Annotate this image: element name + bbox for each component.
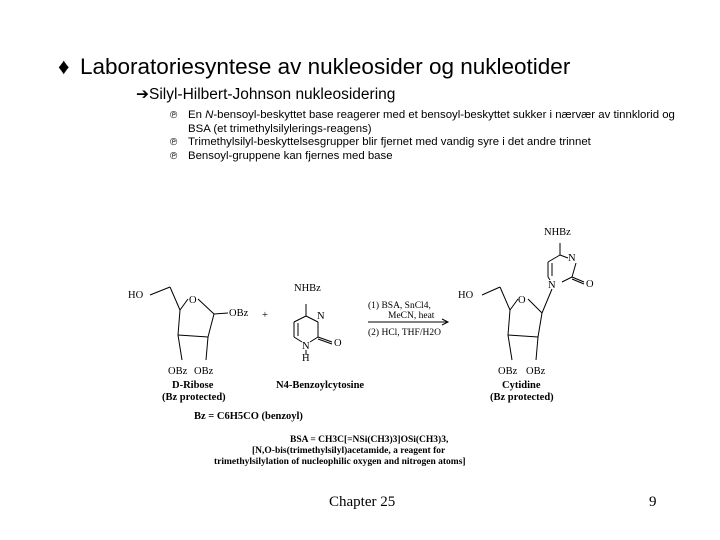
bullet-text-post: -bensoyl-beskyttet base reagerer med et bensoyl-beskyttet sukker i nærvær av tinnklorid og BSA (et trimethylsilylerings-reagens): [188, 109, 675, 135]
bullet-glyph-icon: ℗: [170, 137, 178, 149]
cytosine-h-label: H: [302, 353, 310, 364]
bullet-glyph-icon: ℗: [170, 110, 178, 121]
diamond-bullet-icon: ♦: [58, 54, 70, 79]
conditions-step1b: MeCN, heat: [388, 311, 435, 321]
bullet-list: [170, 109, 690, 163]
product-note: (Bz protected): [490, 392, 554, 403]
conditions-step1a: (1) BSA, SnCl4,: [368, 301, 431, 311]
ribose-ho-label: HO: [128, 290, 144, 301]
bullet-item: [170, 136, 690, 150]
plus-sign: +: [262, 310, 268, 321]
cytosine-nhbz-label: NHBz: [294, 283, 321, 294]
ribose-name: D-Ribose: [172, 380, 214, 391]
bullet-text-pre: En: [188, 109, 206, 121]
product-n-top-label: N: [568, 253, 576, 264]
bullet-item: [170, 150, 690, 164]
product-obz-right-label: OBz: [526, 366, 546, 377]
footer-chapter: Chapter 25: [329, 494, 396, 510]
subtitle-text: Silyl-Hilbert-Johnson nukleosidering: [149, 86, 396, 103]
bz-definition: Bz = C6H5CO (benzoyl): [194, 411, 303, 422]
bsa-definition-line2: [N,O-bis(trimethylsilyl)acetamide, a reagent for: [252, 446, 446, 456]
bullet-glyph-icon: ℗: [170, 150, 178, 162]
ribose-obz-label: OBz: [229, 308, 249, 319]
bsa-definition-line3: trimethylsilylation of nucleophilic oxygen and nitrogen atoms]: [214, 457, 466, 467]
ribose-obz-right-label: OBz: [194, 366, 214, 377]
conditions-step2: (2) HCl, THF/H2O: [368, 328, 441, 338]
page-number: 9: [649, 494, 657, 510]
arrow-right-icon: ➔: [136, 86, 149, 103]
bullet-item: [170, 109, 690, 136]
cytosine-o-label: O: [334, 338, 342, 349]
product-ho-label: HO: [458, 290, 474, 301]
product-obz-left-label: OBz: [498, 366, 518, 377]
subtitle: [136, 85, 395, 104]
cytosine-n-bottom-label: N: [302, 341, 310, 352]
cytosine-name: N4-Benzoylcytosine: [276, 380, 365, 391]
product-carbonyl-o-label: O: [586, 279, 594, 290]
bullet-text-italic: N: [205, 109, 214, 121]
product-name: Cytidine: [502, 380, 541, 391]
ribose-ring-o-label: O: [189, 295, 197, 306]
ribose-obz-left-label: OBz: [168, 366, 188, 377]
bullet-text: Trimethylsilyl-beskyttelsesgrupper blir fjernet med vandig syre i det andre trinnet: [188, 136, 591, 149]
slide-title: [58, 54, 570, 80]
product-ring-o-label: O: [518, 295, 526, 306]
bullet-text: Bensoyl-gruppene kan fjernes med base: [188, 149, 393, 162]
bsa-definition-line1: BSA = CH3C[=NSi(CH3)3]OSi(CH3)3,: [290, 435, 449, 445]
cytosine-n-top-label: N: [317, 311, 325, 322]
product-nhbz-label: NHBz: [544, 227, 571, 238]
product-n-bottom-label: N: [548, 280, 556, 291]
slide-title-text: Laboratoriesyntese av nukleosider og nukleotider: [80, 54, 571, 79]
ribose-note: (Bz protected): [162, 392, 226, 403]
reaction-scheme: [110, 215, 610, 480]
